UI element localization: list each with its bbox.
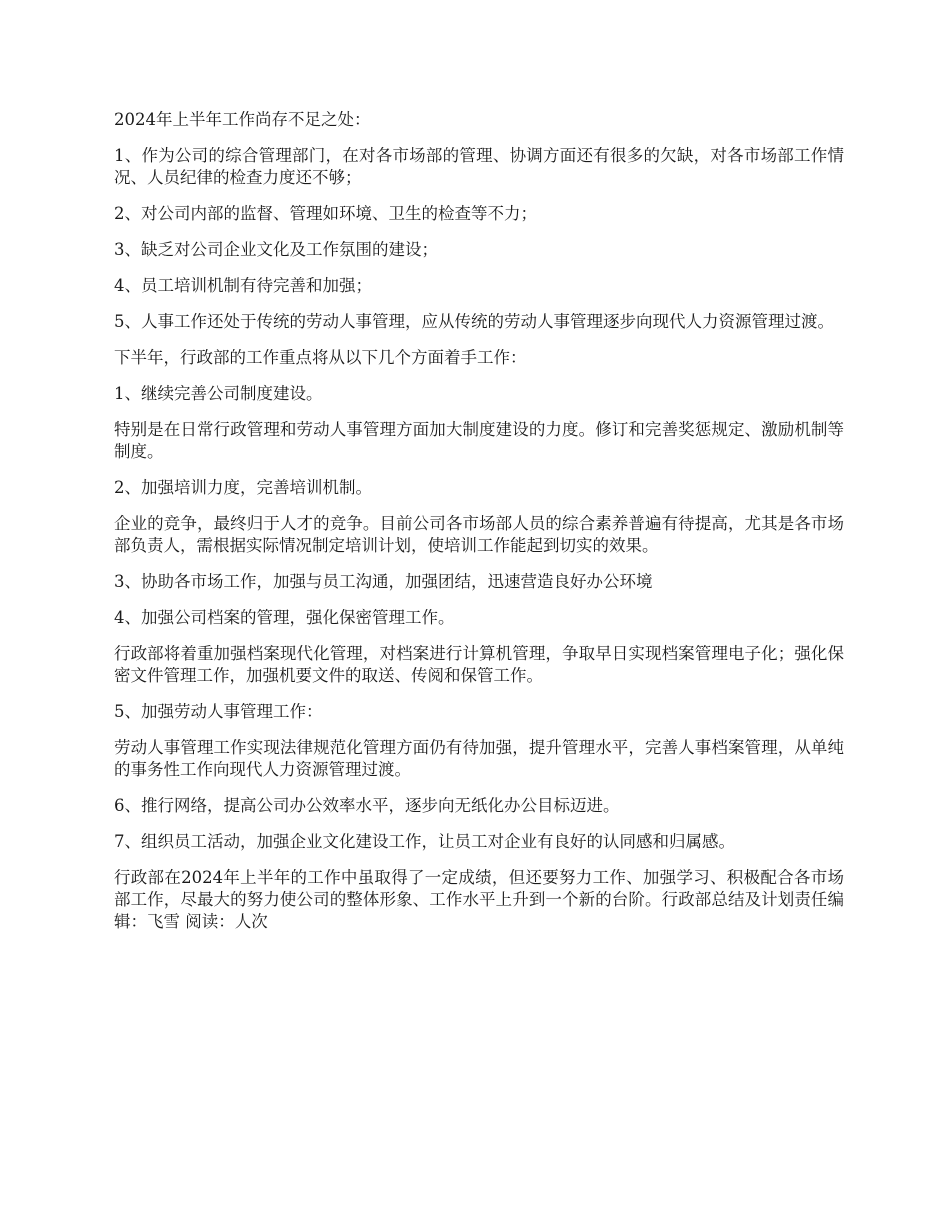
list-item: 2、对公司内部的监督、管理如环境、卫生的检查等不力； [114, 204, 537, 223]
list-item: 5、人事工作还处于传统的劳动人事管理，应从传统的劳动人事管理逐步向现代人力资源管理过渡。 [114, 312, 834, 331]
plan-item-heading: 7、组织员工活动，加强企业文化建设工作，让员工对企业有良好的认同感和归属感。 [114, 832, 735, 851]
document-body [114, 109, 844, 947]
plan-item-heading: 4、加强公司档案的管理，强化保密管理工作。 [114, 608, 455, 627]
list-item: 1、作为公司的综合管理部门，在对各市场部的管理、协调方面还有很多的欠缺，对各市场部工作情况、人员纪律的检查力度还不够； [114, 146, 844, 187]
plan-item-body: 行政部将着重加强档案现代化管理，对档案进行计算机管理，争取早日实现档案管理电子化；强化保密文件管理工作，加强机要文件的取送、传阅和保管工作。 [114, 644, 844, 685]
plan-item-body: 特别是在日常行政管理和劳动人事管理方面加大制度建设的力度。修订和完善奖惩规定、激励机制等制度。 [114, 420, 844, 461]
plan-item-body: 劳动人事管理工作实现法律规范化管理方面仍有待加强，提升管理水平，完善人事档案管理，从单纯的事务性工作向现代人力资源管理过渡。 [114, 738, 844, 779]
plan-item-heading: 1、继续完善公司制度建设。 [114, 384, 323, 403]
section-heading-plan: 下半年，行政部的工作重点将从以下几个方面着手工作： [114, 348, 527, 367]
closing-paragraph: 行政部在2024年上半年的工作中虽取得了一定成绩，但还要努力工作、加强学习、积极配合各市场部工作，尽最大的努力使公司的整体形象、工作水平上升到一个新的台阶。行政部总结及计划责任编辑：飞雪 阅读：人次 [114, 868, 844, 931]
section-heading-shortcomings: 2024年上半年工作尚存不足之处： [114, 110, 371, 129]
list-item: 4、员工培训机制有待完善和加强； [114, 276, 372, 295]
plan-item-heading: 6、推行网络，提高公司办公效率水平，逐步向无纸化办公目标迈进。 [114, 796, 620, 815]
plan-item-heading: 5、加强劳动人事管理工作： [114, 702, 323, 721]
plan-item-heading: 3、协助各市场工作，加强与员工沟通，加强团结，迅速营造良好办公环境 [114, 572, 653, 591]
plan-item-heading: 2、加强培训力度，完善培训机制。 [114, 478, 372, 497]
list-item: 3、缺乏对公司企业文化及工作氛围的建设； [114, 240, 438, 259]
plan-item-body: 企业的竞争，最终归于人才的竞争。目前公司各市场部人员的综合素养普遍有待提高，尤其是各市场部负责人，需根据实际情况制定培训计划，使培训工作能起到切实的效果。 [114, 514, 844, 555]
